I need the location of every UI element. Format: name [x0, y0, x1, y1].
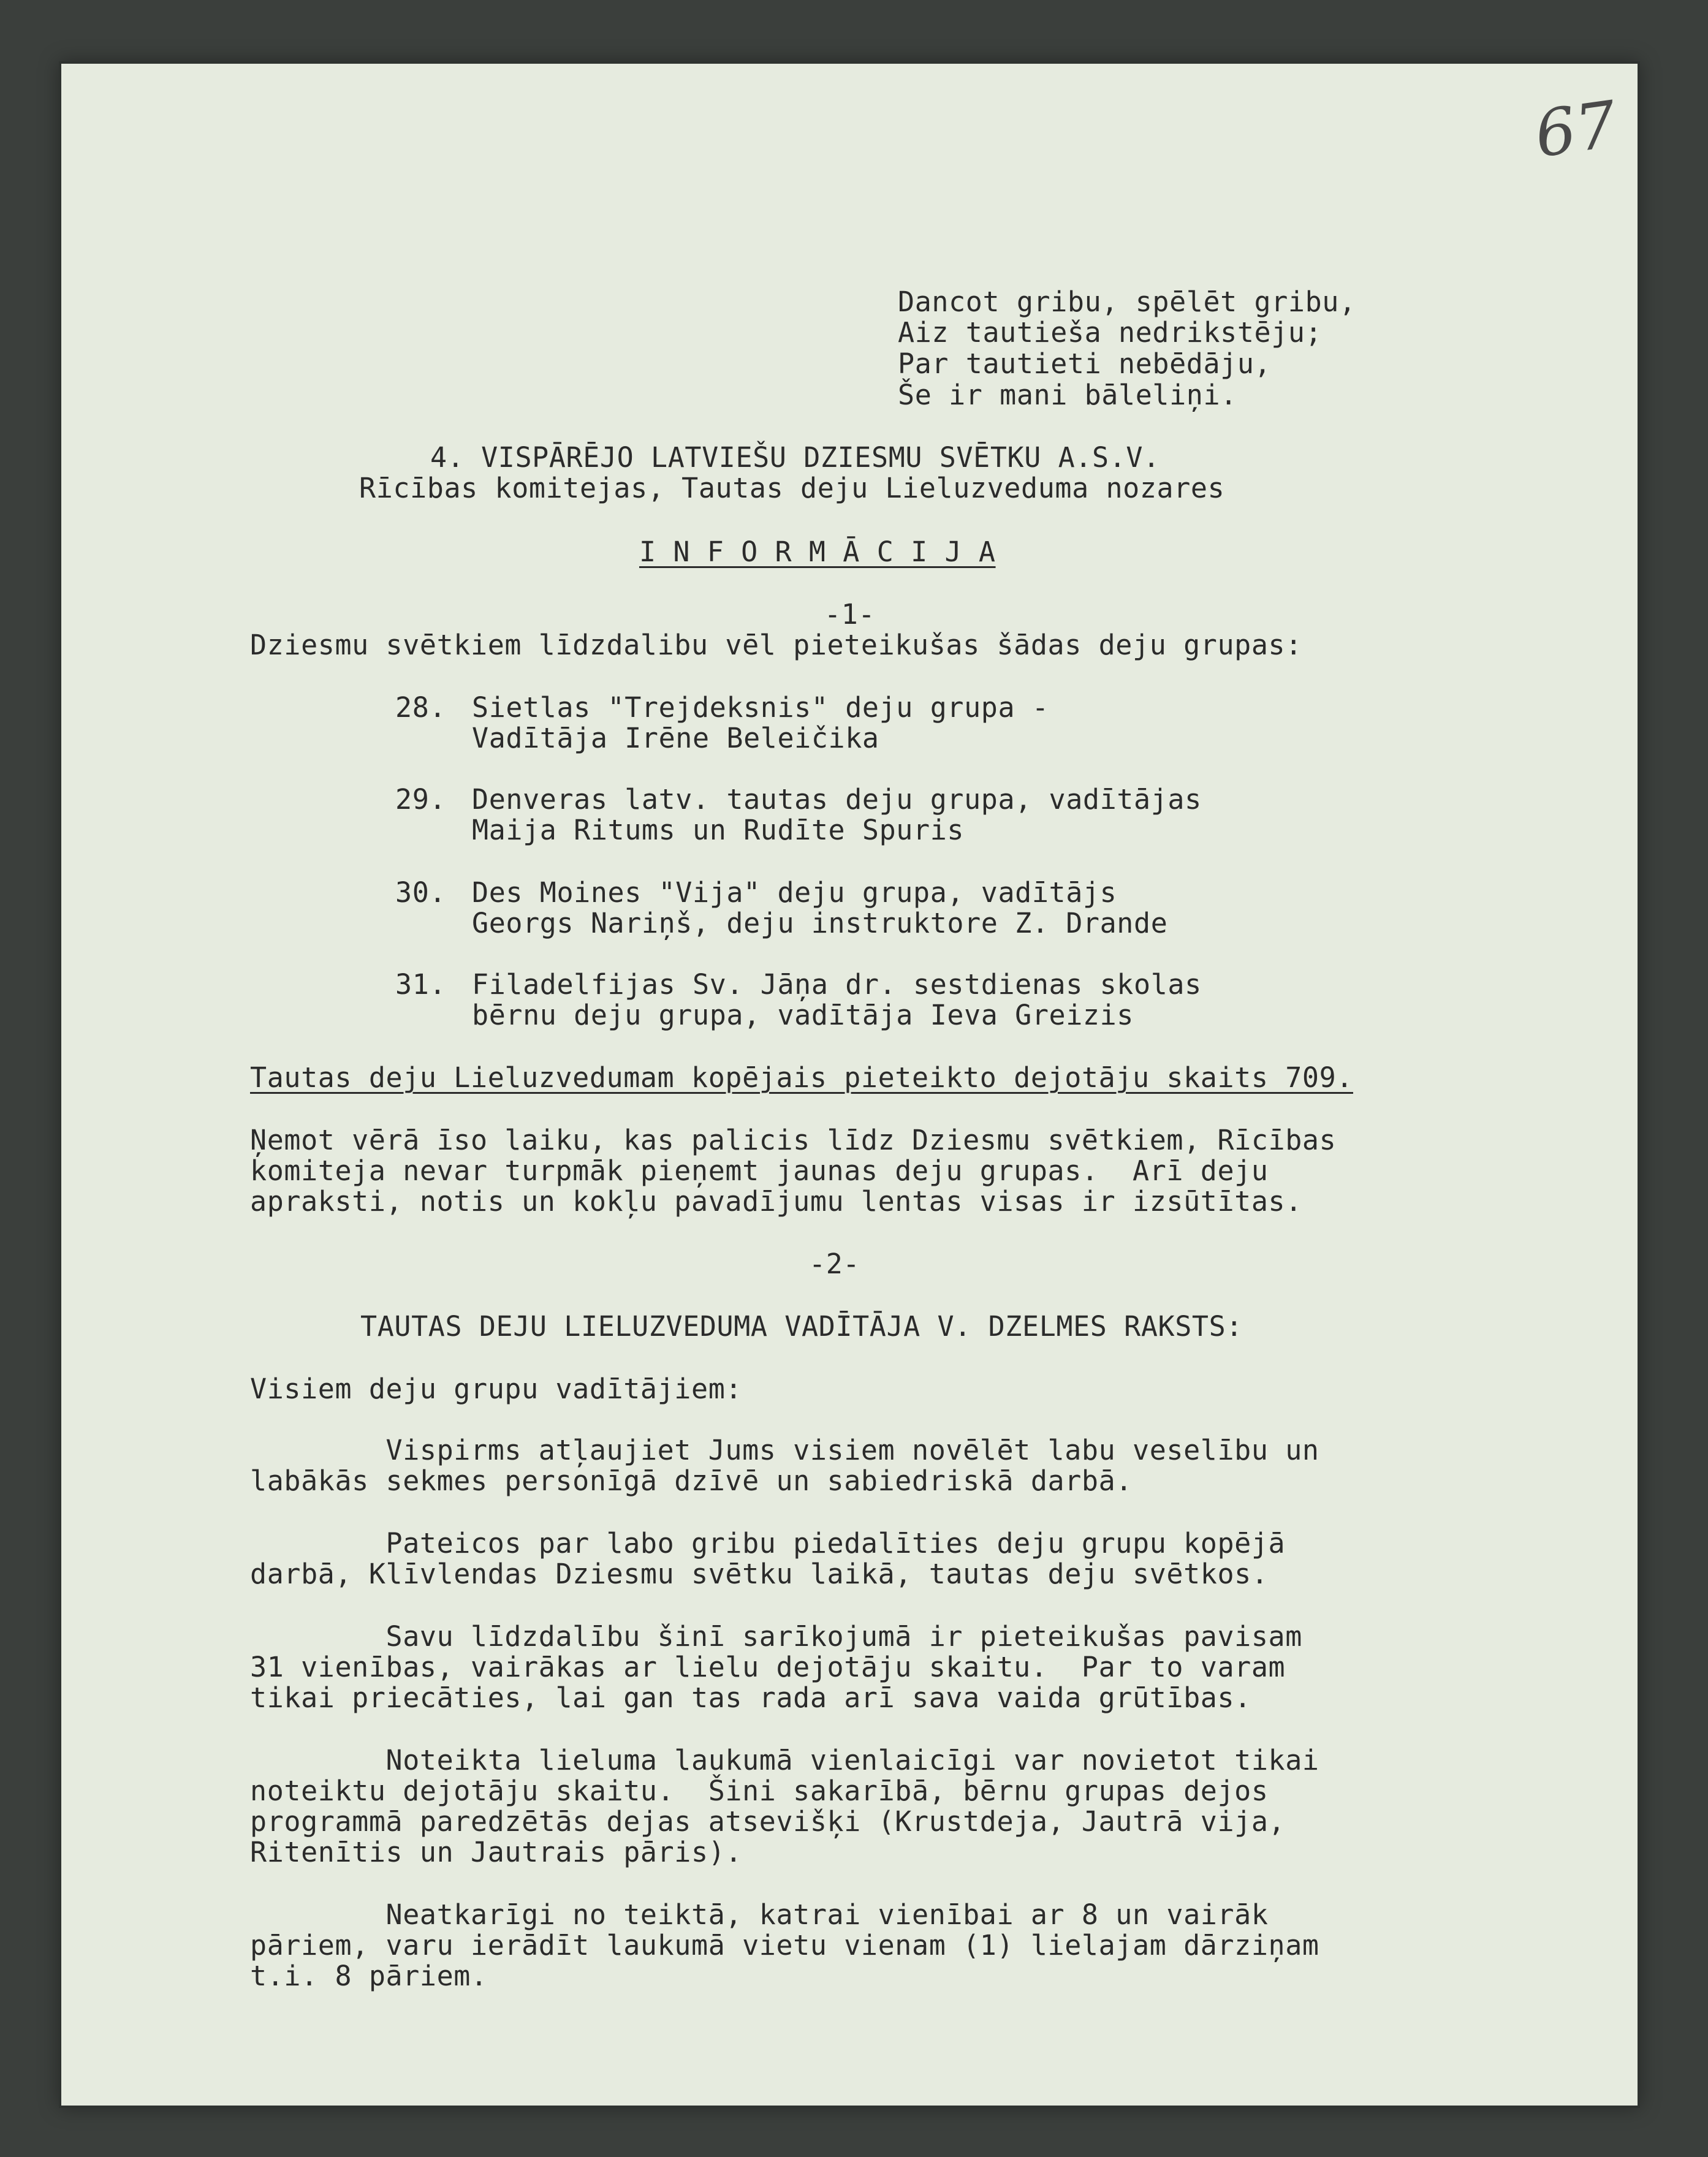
epigraph-line: Par tautieti nebēdāju, [898, 347, 1272, 380]
section1-marker: -1- [824, 598, 876, 631]
paragraph-line: Vispirms atļaujiet Jums visiem novēlēt labu veselību un [250, 1434, 1319, 1466]
group-line1: Denveras latv. tautas deju grupa, vadītājas [472, 783, 1202, 816]
group-line1: Des Moines "Vija" deju grupa, vadītājs [472, 876, 1117, 909]
paragraph-line: tikai priecāties, lai gan tas rada arī sava vaida grūtības. [250, 1681, 1251, 1714]
paragraph-line: Pateicos par labo gribu piedalīties deju grupu kopējā [250, 1527, 1286, 1560]
paragraph-line: darbā, Klīvlendas Dziesmu svētku laikā, tautas deju svētkos. [250, 1558, 1269, 1590]
group-line2: Vadītāja Irēne Beleičika [472, 722, 879, 754]
group-number: 30. [395, 876, 447, 909]
paragraph-line: programmā paredzētās dejas atsevišķi (Krustdeja, Jautrā vija, [250, 1805, 1286, 1838]
group-line2: Georgs Nariņš, deju instruktore Z. Drande [472, 907, 1168, 939]
paragraph-line: Noteikta lieluma laukumā vienlaicīgi var novietot tikai [250, 1744, 1319, 1776]
paragraph-line: Savu līdzdalību šinī sarīkojumā ir pieteikušas pavisam [250, 1620, 1302, 1653]
notice-line: komiteja nevar turpmāk pieņemt jaunas deju grupas. Arī deju [250, 1154, 1269, 1187]
section2-marker: -2- [809, 1248, 860, 1280]
paragraph-line: Neatkarīgi no teiktā, katrai vienībai ar 8 un vairāk [250, 1898, 1269, 1931]
group-number: 29. [395, 783, 447, 816]
notice-line: apraksti, notis un kokļu pavadījumu lentas visas ir izsūtītas. [250, 1185, 1302, 1218]
paragraph-line: pāriem, varu ierādīt laukumā vietu vienam (1) lielajam dārziņam [250, 1929, 1319, 1962]
paragraph-line: t.i. 8 pāriem. [250, 1960, 488, 1992]
notice-line: Ņemot vērā īso laiku, kas palicis līdz Dziesmu svētkiem, Rīcības [250, 1124, 1337, 1156]
folio-number: 67 [1530, 86, 1622, 172]
salutation: Visiem deju grupu vadītājiem: [250, 1373, 743, 1405]
section2-heading: TAUTAS DEJU LIELUZVEDUMA VADĪTĀJA V. DZELMES RAKSTS: [360, 1310, 1243, 1343]
group-number: 31. [395, 968, 447, 1001]
group-line2: bērnu deju grupa, vadītāja Ieva Greizis [472, 999, 1134, 1031]
group-line2: Maija Ritums un Rudīte Spuris [472, 814, 965, 846]
header-line2: Rīcības komitejas, Tautas deju Lieluzveduma nozares [359, 472, 1225, 504]
section1-intro: Dziesmu svētkiem līdzdalibu vēl pieteikušas šādas deju grupas: [250, 629, 1302, 661]
paragraph-line: labākās sekmes personīgā dzīvē un sabiedriskā darbā. [250, 1465, 1133, 1497]
epigraph-line: Še ir mani bāleliņi. [898, 379, 1237, 411]
group-line1: Filadelfijas Sv. Jāņa dr. sestdienas skolas [472, 968, 1202, 1001]
page-title: I N F O R M Ā C I J A [639, 536, 996, 568]
dancer-total: Tautas deju Lieluzvedumam kopējais pieteikto dejotāju skaits 709. [250, 1061, 1353, 1094]
epigraph-line: Dancot gribu, spēlēt gribu, [898, 286, 1356, 318]
group-number: 28. [395, 691, 447, 724]
paragraph-line: Ritenītis un Jautrais pāris). [250, 1836, 743, 1868]
paragraph-line: noteiktu dejotāju skaitu. Šini sakarībā, bērnu grupas dejos [250, 1775, 1269, 1807]
paragraph-line: 31 vienības, vairākas ar lielu dejotāju skaitu. Par to varam [250, 1651, 1286, 1683]
header-line1: 4. VISPĀRĒJO LATVIEŠU DZIESMU SVĒTKU A.S.V. [430, 441, 1160, 474]
group-line1: Sietlas "Trejdeksnis" deju grupa - [472, 691, 1049, 724]
epigraph-line: Aiz tautieša nedrikstēju; [898, 316, 1323, 349]
